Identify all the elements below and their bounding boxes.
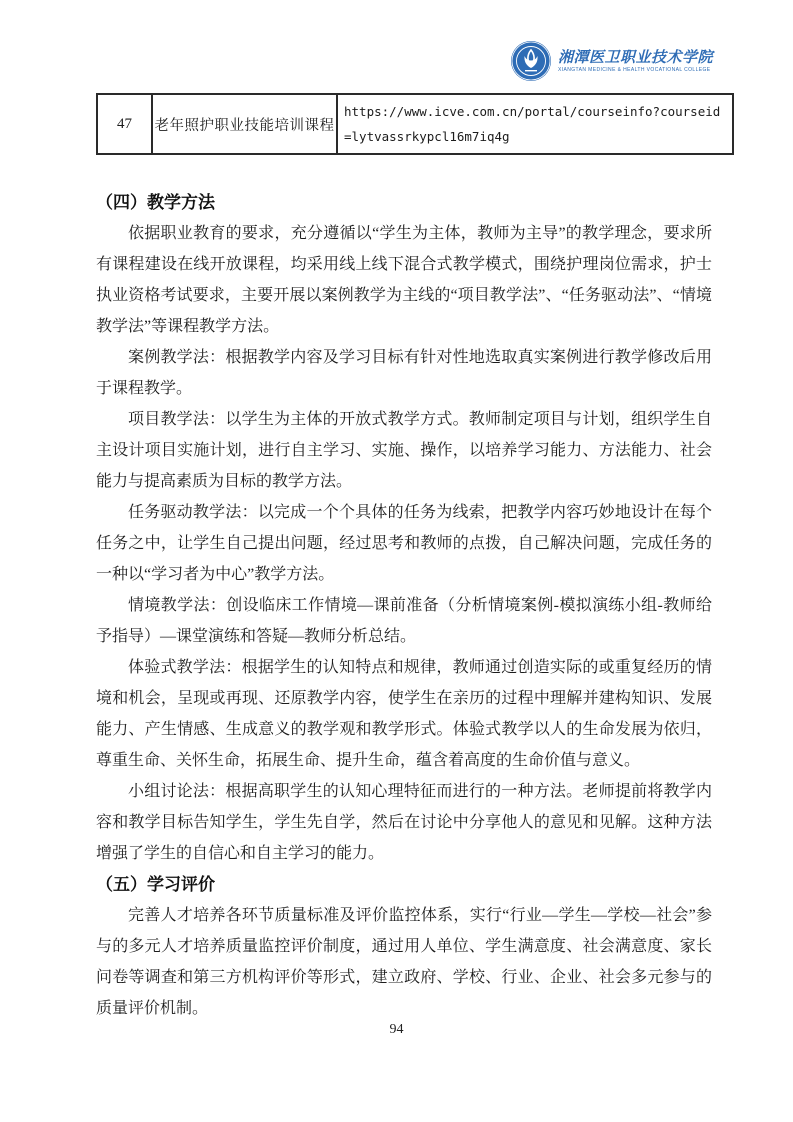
- course-table: [96, 93, 734, 155]
- document-body: [96, 93, 721, 1024]
- paragraph: 项目教学法：以学生为主体的开放式教学方式。教师制定项目与计划，组织学生自主设计项目实施计划，进行自主学习、实施、操作，以培养学习能力、方法能力、社会能力与提高素质为目标的教学方法。: [96, 411, 712, 490]
- section-heading-learning-evaluation: （五）学习评价: [96, 875, 215, 894]
- college-name-english: XIANGTAN MEDICINE & HEALTH VOCATIONAL COLLEGE: [557, 66, 711, 73]
- course-name-cell: 老年照护职业技能培训课程: [152, 94, 337, 154]
- page-header: [510, 40, 713, 82]
- paragraph: 案例教学法：根据教学内容及学习目标有针对性地选取真实案例进行教学修改后用于课程教学。: [96, 349, 712, 397]
- paragraph: 情境教学法：创设临床工作情境—课前准备（分析情境案例-模拟演练小组-教师给予指导）—课堂演练和答疑—教师分析总结。: [96, 597, 712, 645]
- course-url-line2: =lytvassrkypcl16m7iq4g: [344, 129, 510, 144]
- paragraph: 完善人才培养各环节质量标准及评价监控体系，实行“行业—学生—学校—社会”参与的多元人才培养质量监控评价制度，通过用人单位、学生满意度、社会满意度、家长问卷等调查和第三方机构评价等形式，建立政府、学校、行业、企业、社会多元参与的质量评价机制。: [96, 907, 712, 1017]
- page-number: 94: [389, 1022, 404, 1037]
- table-row: [97, 94, 733, 154]
- course-index-cell: 47: [97, 94, 152, 154]
- course-url-cell: [337, 94, 733, 154]
- section-heading-teaching-methods: （四）教学方法: [96, 193, 215, 212]
- college-name-chinese: 湘潭医卫职业技术学院: [557, 49, 713, 66]
- college-emblem-icon: [510, 40, 552, 82]
- paragraph: 体验式教学法：根据学生的认知特点和规律，教师通过创造实际的或重复经历的情境和机会，呈现或再现、还原教学内容，使学生在亲历的过程中理解并建构知识、发展能力、产生情感、生成意义的教学观和教学形式。体验式教学以人的生命发展为依归，尊重生命、关怀生命，拓展生命、提升生命，蕴含着高度的生命价值与意义。: [96, 659, 712, 769]
- paragraph: 依据职业教育的要求，充分遵循以“学生为主体，教师为主导”的教学理念，要求所有课程建设在线开放课程，均采用线上线下混合式教学模式，围绕护理岗位需求，护士执业资格考试要求，主要开展以案例教学为主线的“项目教学法”、“任务驱动法”、“情境教学法”等课程教学方法。: [96, 225, 712, 335]
- course-url-line1: https://www.icve.com.cn/portal/courseinfo?courseid: [344, 104, 721, 119]
- paragraph: 任务驱动教学法：以完成一个个具体的任务为线索，把教学内容巧妙地设计在每个任务之中，让学生自己提出问题，经过思考和教师的点拨，自己解决问题，完成任务的一种以“学习者为中心”教学方法。: [96, 504, 712, 583]
- page-footer: [0, 1022, 793, 1038]
- paragraph: 小组讨论法：根据高职学生的认知心理特征而进行的一种方法。老师提前将教学内容和教学目标告知学生，学生先自学，然后在讨论中分享他人的意见和见解。这种方法增强了学生的自信心和自主学习的能力。: [96, 783, 712, 862]
